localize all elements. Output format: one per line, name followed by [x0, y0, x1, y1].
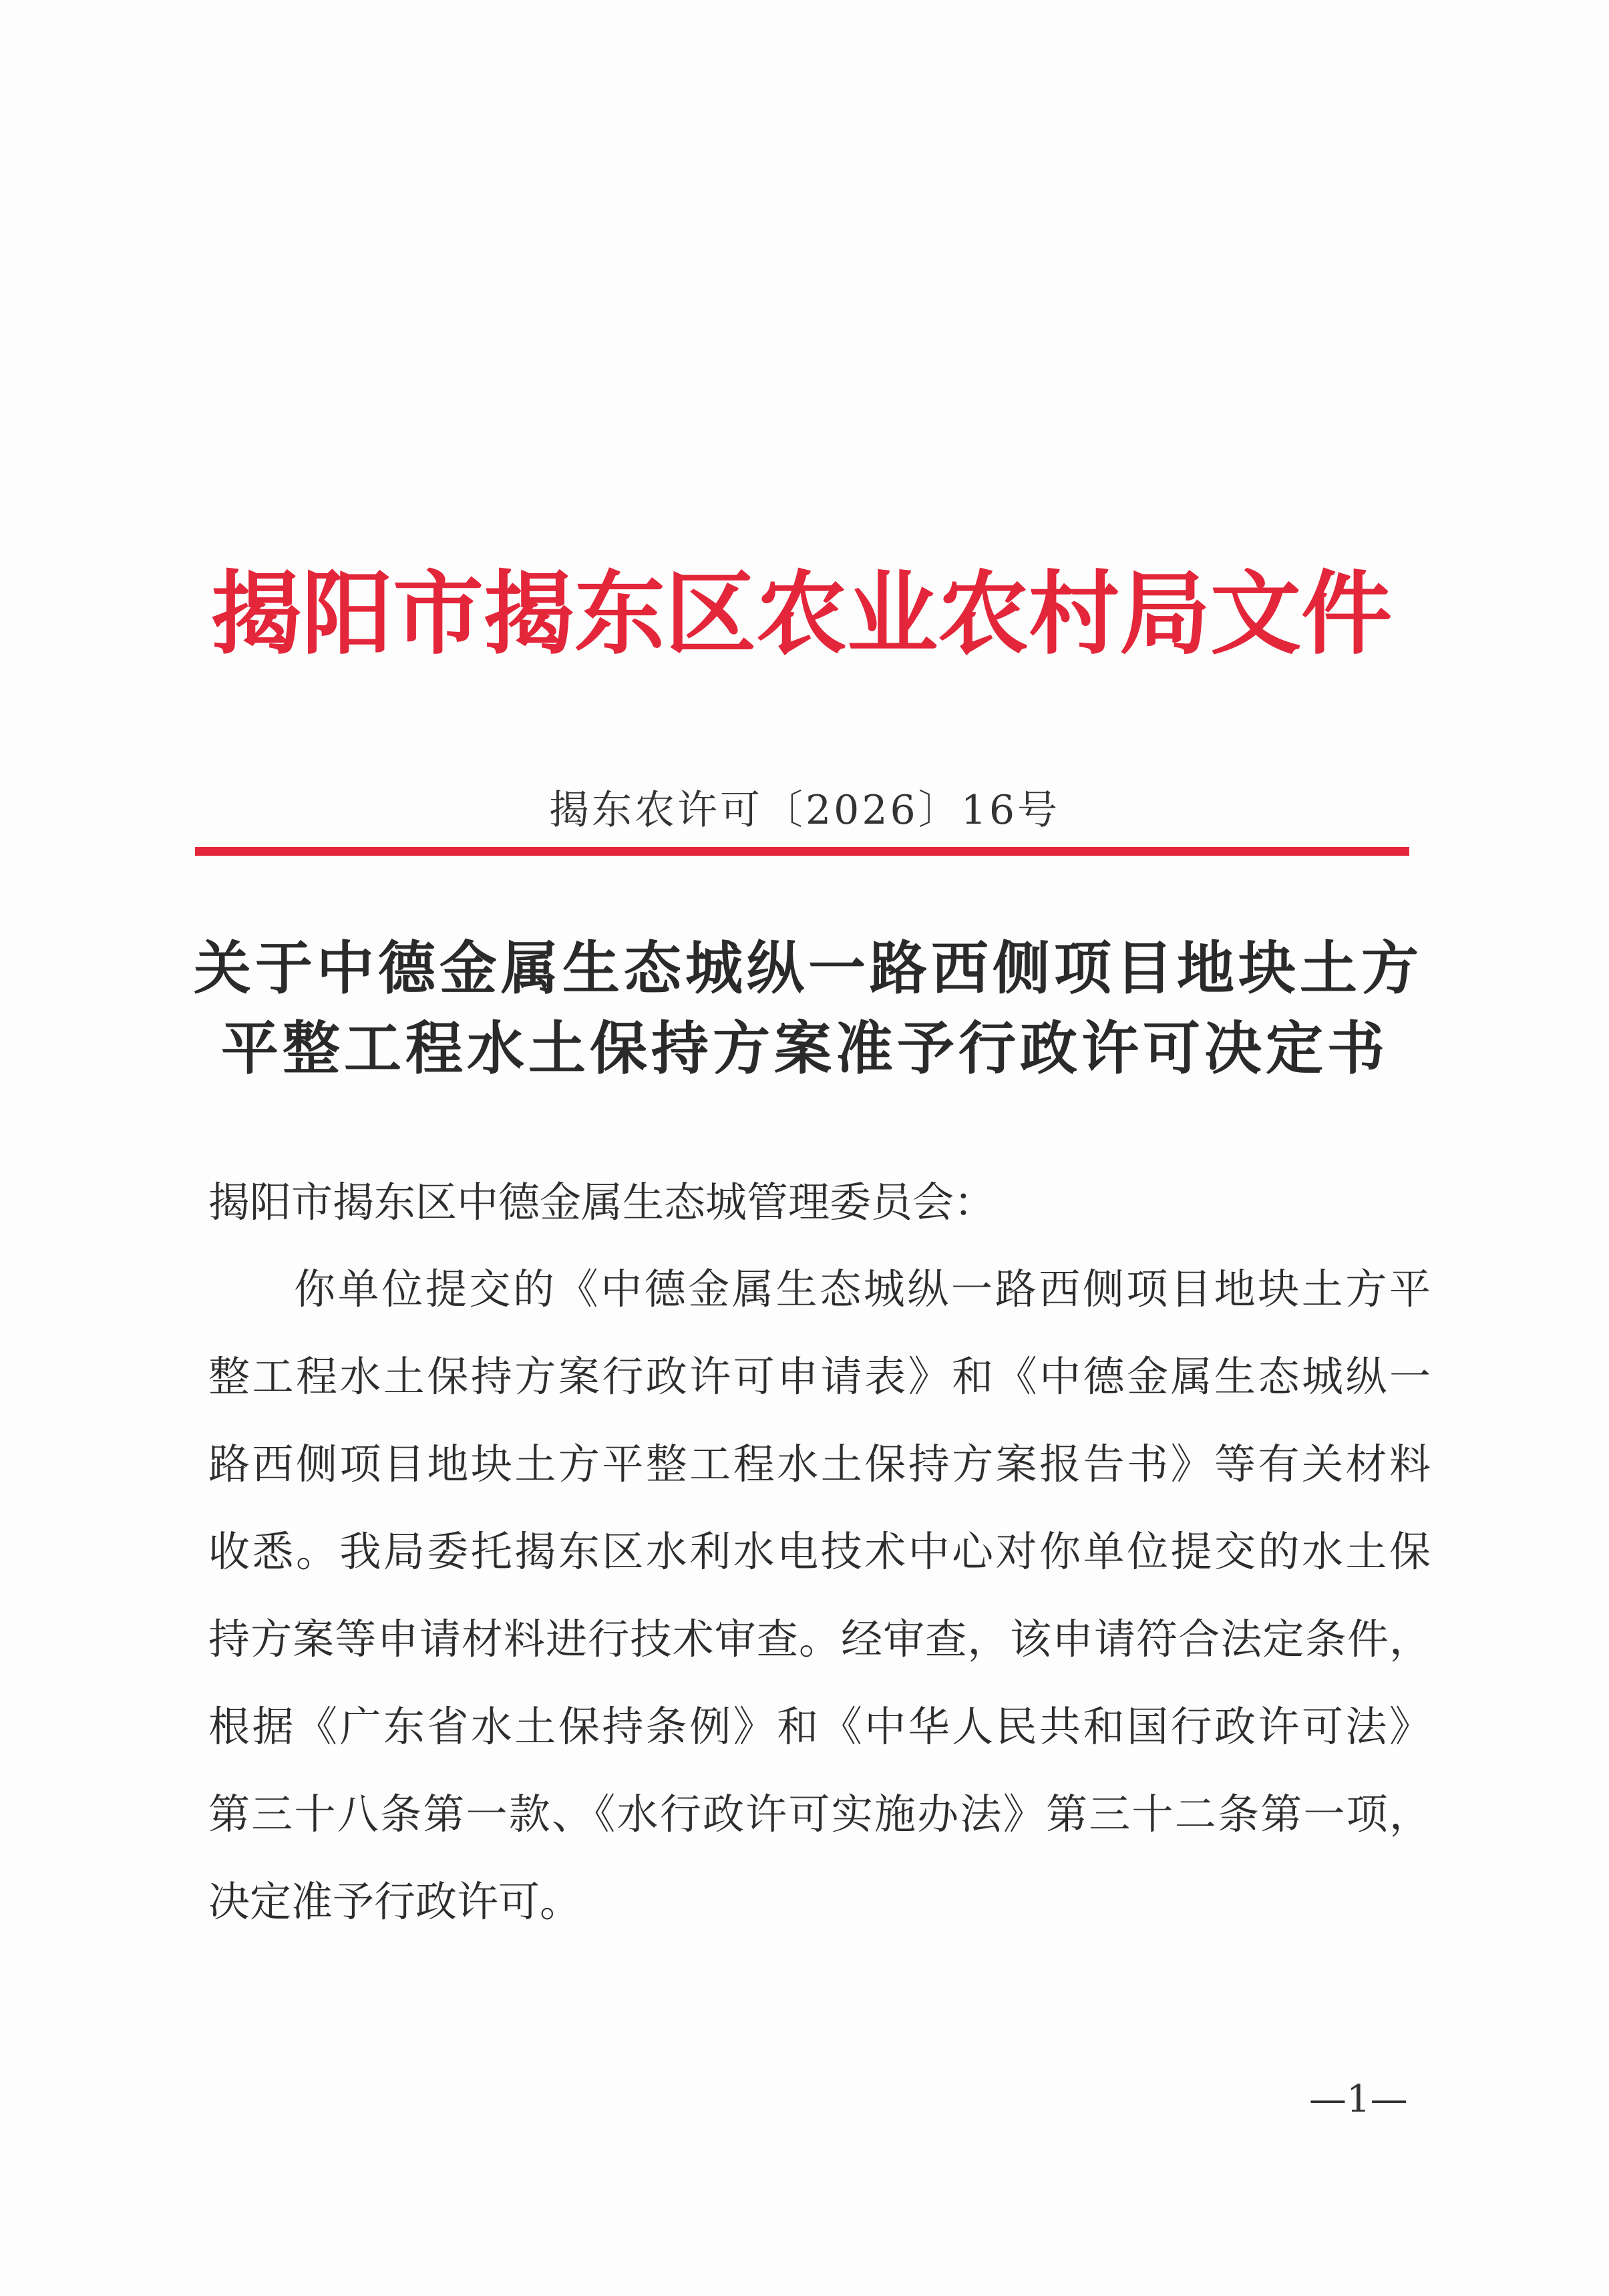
body-line: 持方案等申请材料进行技术审查。经审查，该申请符合法定条件， [208, 1615, 1431, 1663]
body-line: 你单位提交的《中德金属生态城纵一路西侧项目地块土方平 [294, 1265, 1431, 1313]
red-divider-line [195, 847, 1409, 856]
document-title-line-1: 关于中德金属生态城纵一路西侧项目地块土方 [194, 935, 1423, 1002]
body-line: 决定准予行政许可。 [208, 1877, 582, 1926]
body-line: 第三十八条第一款、《水行政许可实施办法》第三十二条第一项， [208, 1790, 1431, 1838]
document-number: 揭东农许可〔2026〕16号 [548, 787, 1061, 834]
document-header-title: 揭阳市揭东区农业农村局文件 [211, 562, 1392, 667]
body-line: 整工程水土保持方案行政许可申请表》和《中德金属生态城纵一 [208, 1352, 1431, 1401]
body-line: 收悉。我局委托揭东区水利水电技术中心对你单位提交的水土保 [208, 1527, 1431, 1576]
salutation: 揭阳市揭东区中德金属生态城管理委员会： [208, 1178, 996, 1226]
body-line: 路西侧项目地块土方平整工程水土保持方案报告书》等有关材料 [208, 1440, 1431, 1488]
body-line: 根据《广东省水土保持条例》和《中华人民共和国行政许可法》 [208, 1702, 1431, 1751]
page-number: —1— [1309, 2078, 1408, 2121]
document-title-line-2: 平整工程水土保持方案准予行政许可决定书 [221, 1015, 1389, 1082]
